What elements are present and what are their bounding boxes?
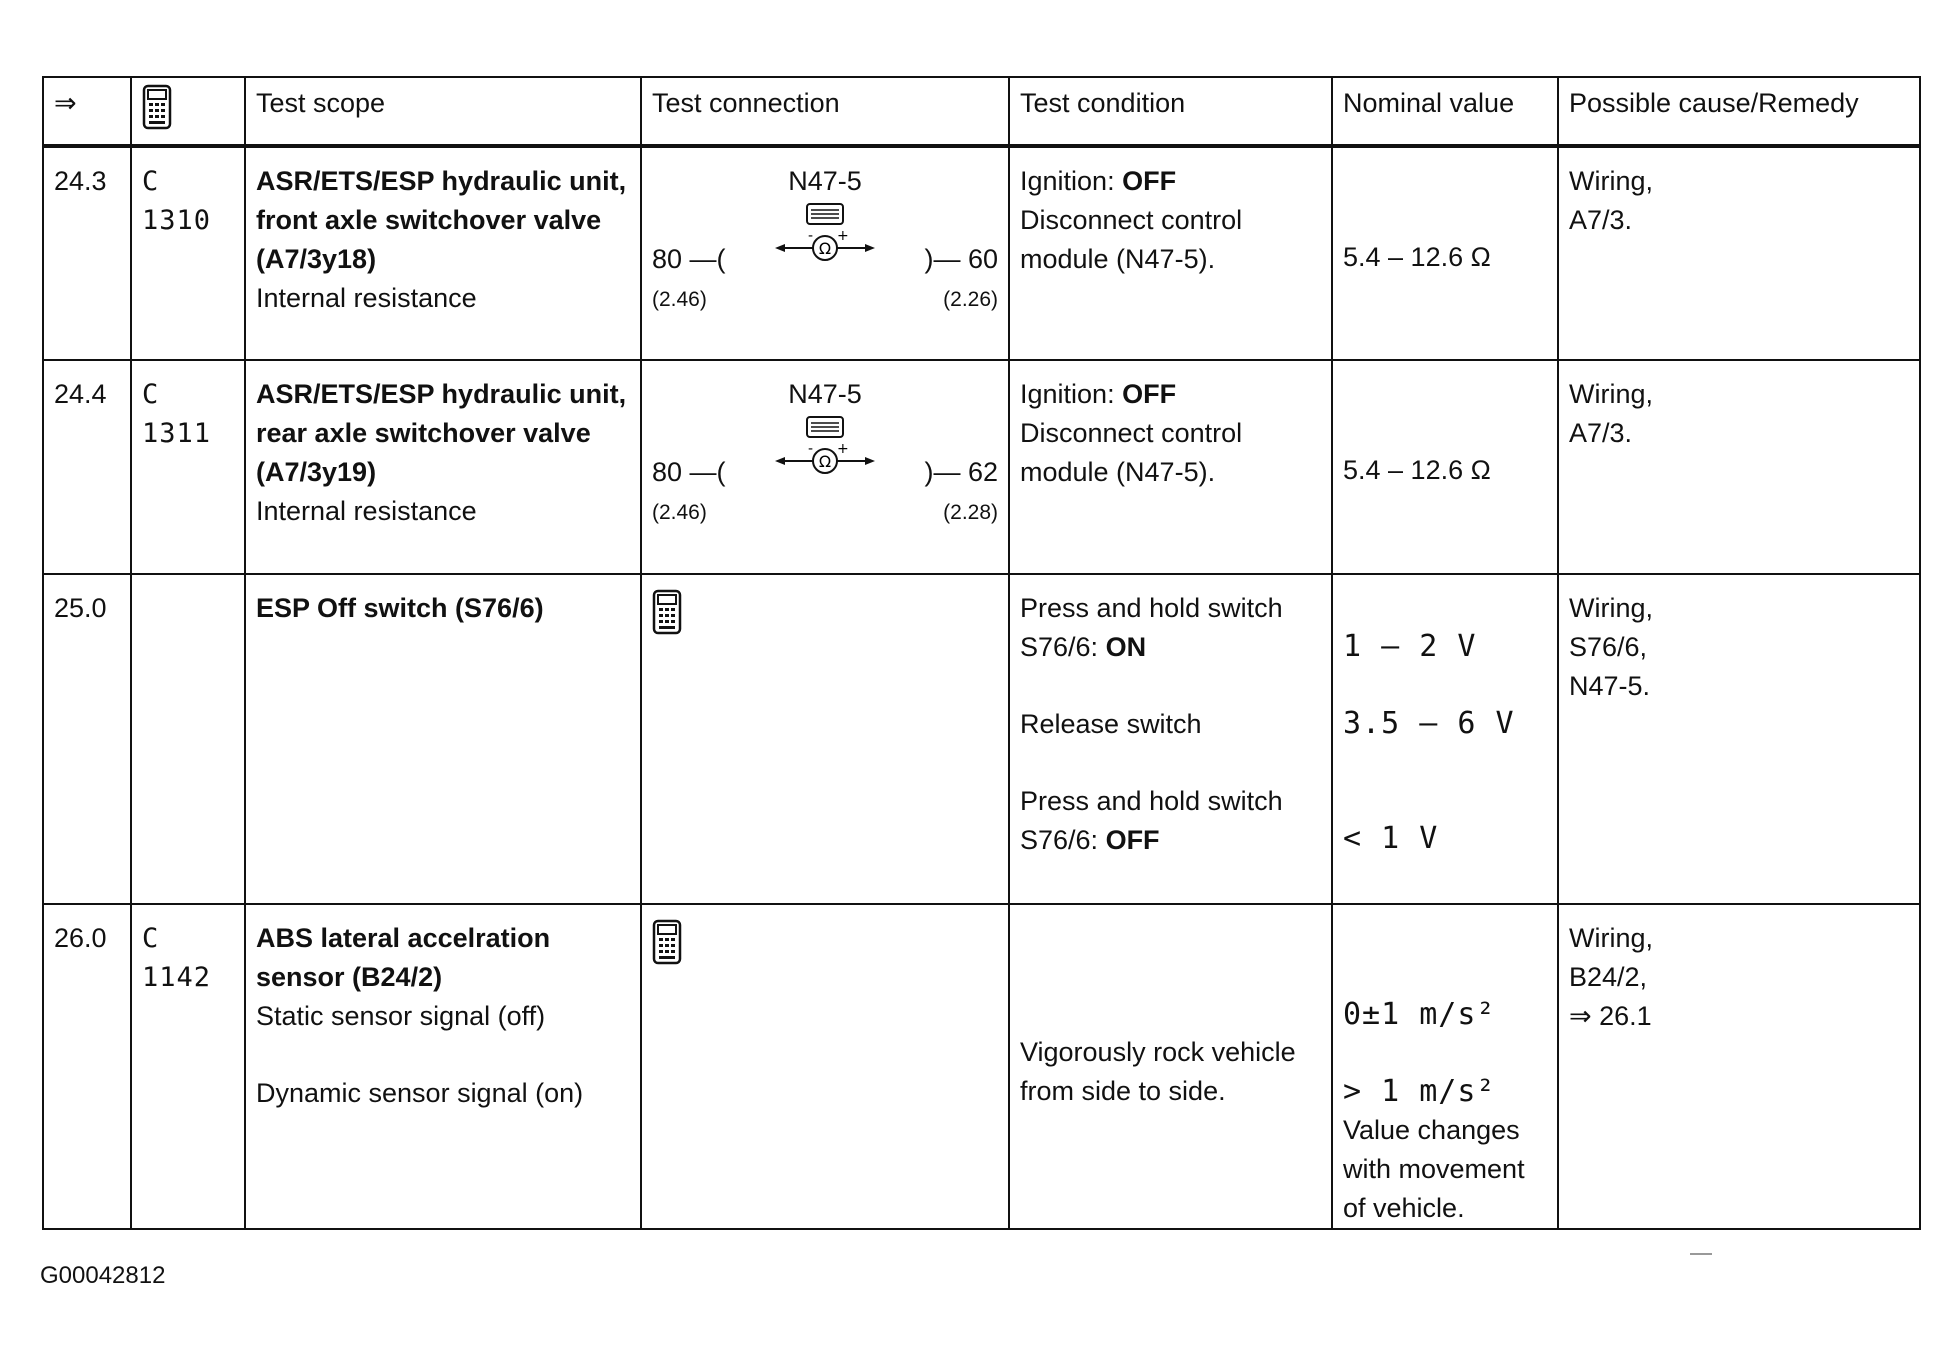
test-connection-cell (641, 360, 1009, 574)
divider (1690, 1253, 1712, 1255)
scope-title: ASR/ETS/ESP hydraulic unit, front axle switchover valve (A7/3y18) (256, 166, 627, 274)
step-number: 26.0 (43, 904, 131, 1229)
header-remedy: Possible cause/Remedy (1558, 77, 1920, 146)
svg-text:Ω: Ω (818, 452, 832, 471)
table-row (43, 574, 1920, 904)
scope-title: ABS lateral accelration sensor (B24/2) (256, 923, 551, 992)
scope-sub: Dynamic sensor signal (on) (256, 1078, 584, 1108)
test-connection-cell (641, 904, 1009, 1229)
header-nominal-value: Nominal value (1332, 77, 1558, 146)
pin-right: )— 60 (924, 244, 998, 274)
condition-text: Vigorously rock vehicle from side to side. (1020, 1037, 1296, 1106)
header-test-condition: Test condition (1009, 77, 1332, 146)
svg-text:Ω: Ω (818, 239, 832, 258)
pin-left: 80 —( (652, 244, 726, 274)
test-table (42, 76, 1921, 1230)
hand-tester-icon (142, 84, 172, 130)
svg-text:-: - (808, 228, 814, 244)
module-label: N47-5 (788, 379, 862, 409)
step-number: 24.4 (43, 360, 131, 574)
nominal-value: 5.4 – 12.6 Ω (1343, 455, 1491, 485)
nominal-value: > 1 m/s² (1343, 1074, 1496, 1109)
nominal-value: < 1 V (1343, 821, 1439, 856)
test-condition-cell: Press and hold switch S76/6: ON Release switch Press and hold switch S76/6: OFF (1009, 574, 1332, 904)
remedy-cell: Wiring, A7/3. (1558, 146, 1920, 360)
scope-title: ASR/ETS/ESP hydraulic unit, rear axle switchover valve (A7/3y19) (256, 379, 627, 487)
test-scope-cell (245, 574, 641, 904)
nominal-value: 3.5 – 6 V (1343, 706, 1515, 741)
condition-text: Disconnect control module (N47-5). (1020, 205, 1243, 274)
step-number: 24.3 (43, 146, 131, 360)
scope-sub: Internal resistance (256, 283, 477, 313)
fault-code (131, 574, 245, 904)
svg-text:+: + (837, 228, 849, 244)
test-connection-cell (641, 574, 1009, 904)
test-scope-cell (245, 146, 641, 360)
header-test-scope: Test scope (245, 77, 641, 146)
table-row (43, 360, 1920, 574)
header-row (43, 77, 1920, 146)
fault-code: C 1311 (131, 360, 245, 574)
hand-tester-icon (652, 589, 682, 635)
table-row (43, 146, 1920, 360)
test-scope-cell (245, 904, 641, 1229)
test-connection-cell (641, 146, 1009, 360)
pin-left-sub: (2.46) (652, 288, 707, 311)
scope-sub: Static sensor signal (off) (256, 1001, 546, 1031)
remedy-cell: Wiring, S76/6, N47-5. (1558, 574, 1920, 904)
step-number: 25.0 (43, 574, 131, 904)
nominal-value-cell (1332, 146, 1558, 360)
ohmmeter-icon (773, 415, 877, 485)
nominal-value: 0±1 m/s² (1343, 997, 1496, 1032)
svg-text:-: - (808, 441, 814, 457)
table-row (43, 904, 1920, 1229)
header-test-connection: Test connection (641, 77, 1009, 146)
module-label: N47-5 (788, 166, 862, 196)
nominal-value: 1 – 2 V (1343, 629, 1477, 664)
test-scope-cell (245, 360, 641, 574)
figure-id: G00042812 (40, 1262, 166, 1289)
test-condition-cell: Ignition: OFF Disconnect control module (N47-5). (1009, 360, 1332, 574)
test-condition-cell (1009, 904, 1332, 1229)
fault-code: C 1142 (131, 904, 245, 1229)
remedy-cell: Wiring, B24/2, ⇒ 26.1 (1558, 904, 1920, 1229)
header-arrow: ⇒ (43, 77, 131, 146)
fault-code: C 1310 (131, 146, 245, 360)
test-condition-cell: Ignition: OFF Disconnect control module (N47-5). (1009, 146, 1332, 360)
pin-right-sub: (2.28) (943, 501, 998, 524)
nominal-value-cell (1332, 360, 1558, 574)
header-icon-cell (131, 77, 245, 146)
ohmmeter-icon (773, 202, 877, 272)
pin-right: )— 62 (924, 457, 998, 487)
pin-right-sub: (2.26) (943, 288, 998, 311)
nominal-note: Value changes with movement of vehicle. (1343, 1115, 1525, 1223)
nominal-value: 5.4 – 12.6 Ω (1343, 242, 1491, 272)
svg-text:+: + (837, 441, 849, 457)
nominal-value-cell (1332, 574, 1558, 904)
nominal-value-cell (1332, 904, 1558, 1229)
scope-sub: Internal resistance (256, 496, 477, 526)
remedy-cell: Wiring, A7/3. (1558, 360, 1920, 574)
condition-text: Disconnect control module (N47-5). (1020, 418, 1243, 487)
hand-tester-icon (652, 919, 682, 965)
scope-title: ESP Off switch (S76/6) (256, 593, 544, 623)
pin-left-sub: (2.46) (652, 501, 707, 524)
pin-left: 80 —( (652, 457, 726, 487)
